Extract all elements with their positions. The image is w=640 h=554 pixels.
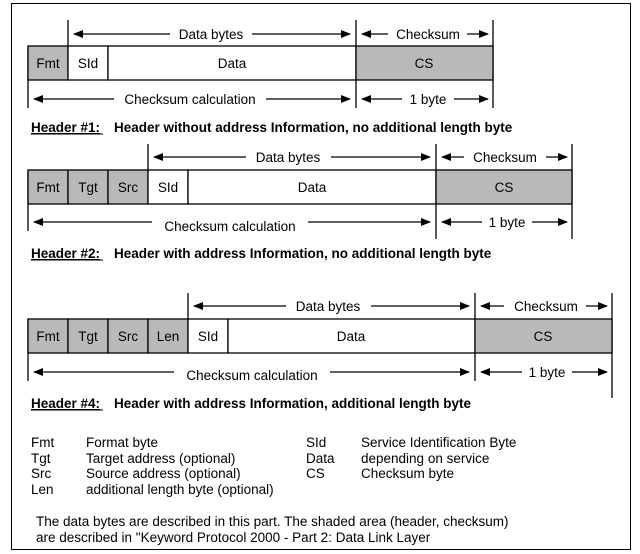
data-bytes-label: Data bytes — [255, 150, 321, 165]
note — [36, 514, 509, 545]
one-byte-label: 1 byte — [528, 365, 566, 380]
checksum-label: Checksum — [514, 299, 578, 314]
legend-desc: depending on service — [361, 451, 490, 466]
header-1-title: Header #1: Header without address Information, no additional length byte — [31, 120, 513, 135]
checksum-calc-label: Checksum calculation — [164, 219, 296, 234]
header-4-title: Header #4: Header with address Information, additional length byte — [31, 396, 472, 411]
one-byte-label: 1 byte — [488, 215, 526, 230]
header-2-diagram — [28, 144, 572, 261]
legend-desc: Target address (optional) — [86, 451, 236, 466]
checksum-calc-label: Checksum calculation — [124, 92, 256, 107]
cell-fmt-label: Fmt — [36, 180, 60, 195]
cell-sid-label: SId — [197, 329, 219, 344]
legend-desc: additional length byte (optional) — [86, 482, 274, 497]
legend — [31, 435, 516, 497]
cell-src-label: Src — [117, 329, 139, 344]
legend-desc: Checksum byte — [361, 466, 455, 481]
legend-abbr: SId — [306, 435, 327, 450]
legend-abbr: Fmt — [31, 435, 55, 450]
cell-tgt-label: Tgt — [78, 180, 98, 195]
cell-cs-label: CS — [414, 56, 434, 71]
cell-data-label: Data — [297, 180, 327, 195]
checksum-label: Checksum — [396, 27, 460, 42]
cell-fmt-label: Fmt — [36, 56, 60, 71]
header-4-diagram — [28, 293, 612, 411]
cell-data-label: Data — [217, 56, 247, 71]
cell-cs-label: CS — [533, 329, 553, 344]
header-1-diagram — [28, 20, 513, 135]
checksum-label: Checksum — [473, 150, 537, 165]
legend-abbr: Len — [31, 482, 54, 497]
cell-cs-label: CS — [494, 180, 514, 195]
legend-desc: Source address (optional) — [86, 466, 241, 481]
one-byte-label: 1 byte — [409, 92, 447, 107]
data-bytes-label: Data bytes — [295, 299, 361, 314]
legend-abbr: CS — [306, 466, 325, 481]
cell-data-label: Data — [336, 329, 366, 344]
cell-sid-label: SId — [77, 56, 99, 71]
note-line-2: are described in "Keyword Protocol 2000 - Part 2: Data Link Layer — [36, 530, 431, 545]
legend-abbr: Tgt — [31, 451, 51, 466]
legend-abbr: Data — [306, 451, 335, 466]
checksum-calc-label: Checksum calculation — [186, 368, 318, 383]
cell-src-label: Src — [117, 180, 139, 195]
cell-fmt-label: Fmt — [36, 329, 60, 344]
cell-sid-label: SId — [157, 180, 179, 195]
cell-len-label: Len — [156, 329, 180, 344]
cell-tgt-label: Tgt — [78, 329, 98, 344]
legend-abbr: Src — [31, 466, 52, 481]
legend-desc: Service Identification Byte — [361, 435, 517, 450]
legend-desc: Format byte — [86, 435, 159, 450]
header-2-title: Header #2: Header with address Information, no additional length byte — [31, 246, 492, 261]
note-line-1: The data bytes are described in this part. The shaded area (header, checksum) — [36, 514, 509, 529]
data-bytes-label: Data bytes — [178, 27, 244, 42]
